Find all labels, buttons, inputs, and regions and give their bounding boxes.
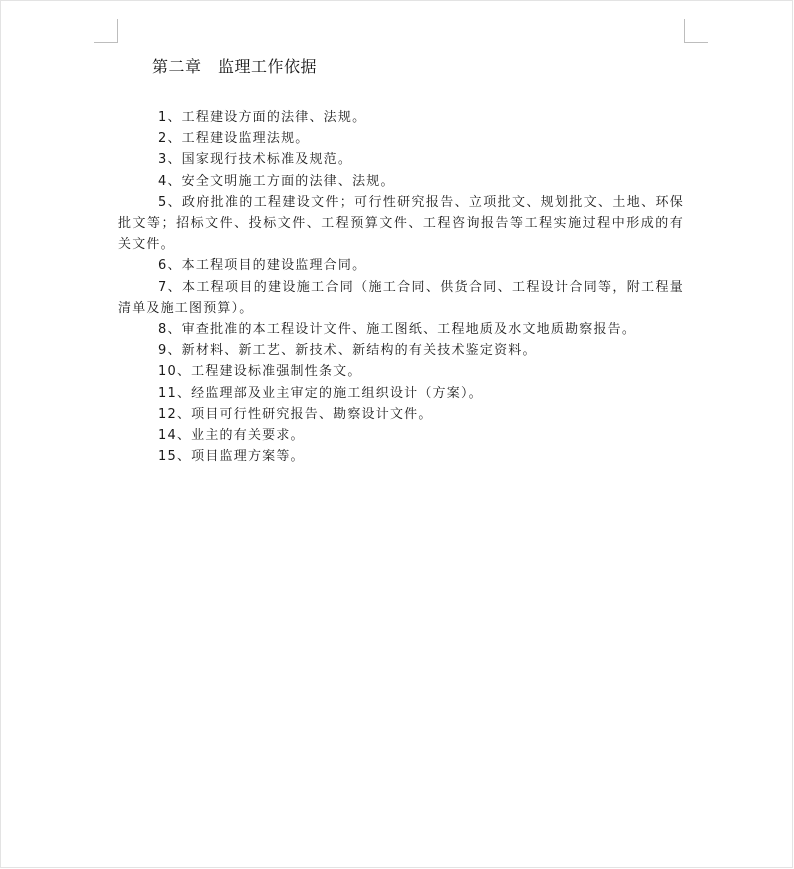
list-item: 12、项目可行性研究报告、勘察设计文件。 (158, 406, 433, 422)
list-item: 8、审查批准的本工程设计文件、施工图纸、工程地质及水文地质勘察报告。 (158, 322, 637, 338)
list-item: 4、安全文明施工方面的法律、法规。 (158, 173, 395, 189)
chapter-title: 第二章 监理工作依据 (152, 57, 318, 76)
list-item: 9、新材料、新工艺、新技术、新结构的有关技术鉴定资料。 (158, 343, 537, 359)
list-item: 14、业主的有关要求。 (158, 428, 305, 444)
list-item: 6、本工程项目的建设监理合同。 (158, 258, 367, 274)
document-body (118, 107, 684, 467)
list-item: 3、国家现行技术标准及规范。 (158, 152, 353, 168)
top-right-margin-mark (684, 19, 708, 43)
top-left-margin-mark (94, 19, 118, 43)
list-item: 11、经监理部及业主审定的施工组织设计（方案）。 (158, 385, 483, 401)
list-item: 2、工程建设监理法规。 (158, 131, 310, 147)
list-item: 10、工程建设标准强制性条文。 (158, 364, 362, 380)
list-item: 7、本工程项目的建设施工合同（施工合同、供货合同、工程设计合同等，附工程量清单及施工图预算）。 (118, 279, 684, 316)
list-item: 5、政府批准的工程建设文件；可行性研究报告、立项批文、规划批文、土地、环保批文等；招标文件、投标文件、工程预算文件、工程咨询报告等工程实施过程中形成的有关文件。 (118, 194, 684, 253)
list-item: 1、工程建设方面的法律、法规。 (158, 110, 367, 125)
list-item: 15、项目监理方案等。 (158, 449, 305, 465)
